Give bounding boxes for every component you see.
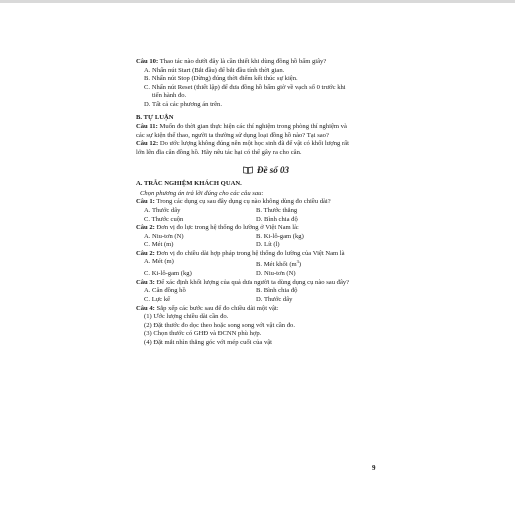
q4-step-2: (2) Đặt thước đo dọc theo hoặc song song với vật cần đo. [144, 321, 295, 329]
q3-option-d: D. Thước dây [256, 296, 293, 304]
q2-option-b: B. Ki-lô-gam (kg) [256, 232, 304, 240]
q2-option-d: D. Lít (l) [256, 241, 280, 249]
q2b-option-d: D. Niu-tơn (N) [256, 270, 296, 278]
section-b-heading: B. TỰ LUẬN [136, 113, 174, 121]
q10-option-c: C. Nhấn nút Reset (thiết lập) để đưa đồng hồ bấm giờ về vạch số 0 trước khi [144, 83, 346, 91]
exam-title [136, 166, 396, 175]
q2b-option-a: A. Mét (m) [144, 258, 174, 266]
q1-options-row-1 [136, 207, 396, 216]
question-11-line2: các sự kiện thể thao, người ta thường sử dụng loại đồng hồ nào? Tại sao? [136, 131, 329, 139]
q1-option-a: A. Thước dây [144, 206, 181, 214]
q3-options-row-1 [136, 287, 396, 296]
section-a-heading: A. TRẮC NGHIỆM KHÁCH QUAN. [136, 180, 242, 188]
q3-option-c: C. Lực kế [144, 296, 171, 304]
q2b-option-b: B. Mét khối $(m^3)$ [256, 259, 302, 269]
q2-options-row-2 [136, 241, 396, 250]
instruction: Chọn phương án trả lời đúng cho các câu sau: [140, 189, 264, 197]
q3-option-b: B. Bình chia độ [256, 287, 298, 295]
q10-option-c-continued: tiến hành đo. [152, 92, 187, 100]
q2-options-row-1 [136, 233, 396, 242]
q2-option-a: A. Niu-tơn (N) [144, 232, 184, 240]
q10-option-a: A. Nhấn nút Start (Bắt đầu) để bắt đầu tính thời gian. [144, 66, 285, 74]
book-icon [243, 166, 253, 174]
q4-step-1: (1) Ước lượng chiều dài cần đo. [144, 313, 229, 321]
question-11: Câu 11: Muốn đo thời gian thực hiện các thí nghiệm trong phòng thí nghiệm và [136, 123, 347, 131]
exam-title-text: Đề số 03 [257, 164, 289, 175]
exam-question-1: Câu 1: Trong các dụng cụ sau đây dụng cụ nào không dùng đo chiều dài? [136, 198, 331, 206]
q2b-option-c: C. Ki-lô-gam (kg) [144, 270, 192, 278]
exam-question-3: Câu 3: Để xác định khối lượng của quả dưa người ta dùng dụng cụ nào sau đây? [136, 278, 350, 286]
q1-option-b: B. Thước thẳng [256, 206, 298, 214]
q2b-options-row-1 [136, 258, 396, 270]
q4-step-3: (3) Chọn thước có GHĐ và ĐCNN phù hợp. [144, 330, 262, 338]
question-12: Câu 12: Do ước lượng không đúng nên một học sinh đã để vật có khối lượng rất [136, 140, 349, 148]
exam-question-4: Câu 4: Sắp xếp các bước sau để đo chiều dài một vật: [136, 304, 279, 312]
q2b-options-row-2 [136, 270, 396, 279]
q4-step-4: (4) Đặt mắt nhìn thẳng góc với mép cuối của vật [144, 339, 272, 346]
page-number: 9 [372, 464, 376, 472]
q10-option-b: B. Nhấn nút Stop (Dừng) đúng thời điểm kết thúc sự kiện. [144, 75, 298, 83]
document-page [136, 58, 396, 348]
q1-option-c: C. Thước cuộn [144, 215, 184, 223]
question-12-line2: lớn lên đĩa cân đồng hồ. Hãy nêu tác hại có thể gây ra cho cân. [136, 148, 302, 156]
exam-question-2: Câu 2: Đơn vị đo lực trong hệ thống đo lường ở Việt Nam là: [136, 224, 299, 232]
q10-option-d: D. Tất cả các phương án trên. [144, 100, 222, 108]
q1-option-d: D. Bình chia độ [256, 215, 298, 223]
q3-option-a: A. Cân đồng hồ [144, 287, 186, 295]
question-10: Câu 10: Thao tác nào dưới đây là cần thiết khi dùng đồng hồ bấm giây? [136, 58, 327, 65]
top-border [0, 0, 515, 3]
q2-option-c: C. Mét (m) [144, 241, 174, 249]
q3-options-row-2 [136, 296, 396, 305]
exam-question-2b: Câu 2: Đơn vị đo chiều dài hợp pháp trong hệ thống đo lường của Việt Nam là [136, 249, 345, 257]
q1-options-row-2 [136, 216, 396, 225]
